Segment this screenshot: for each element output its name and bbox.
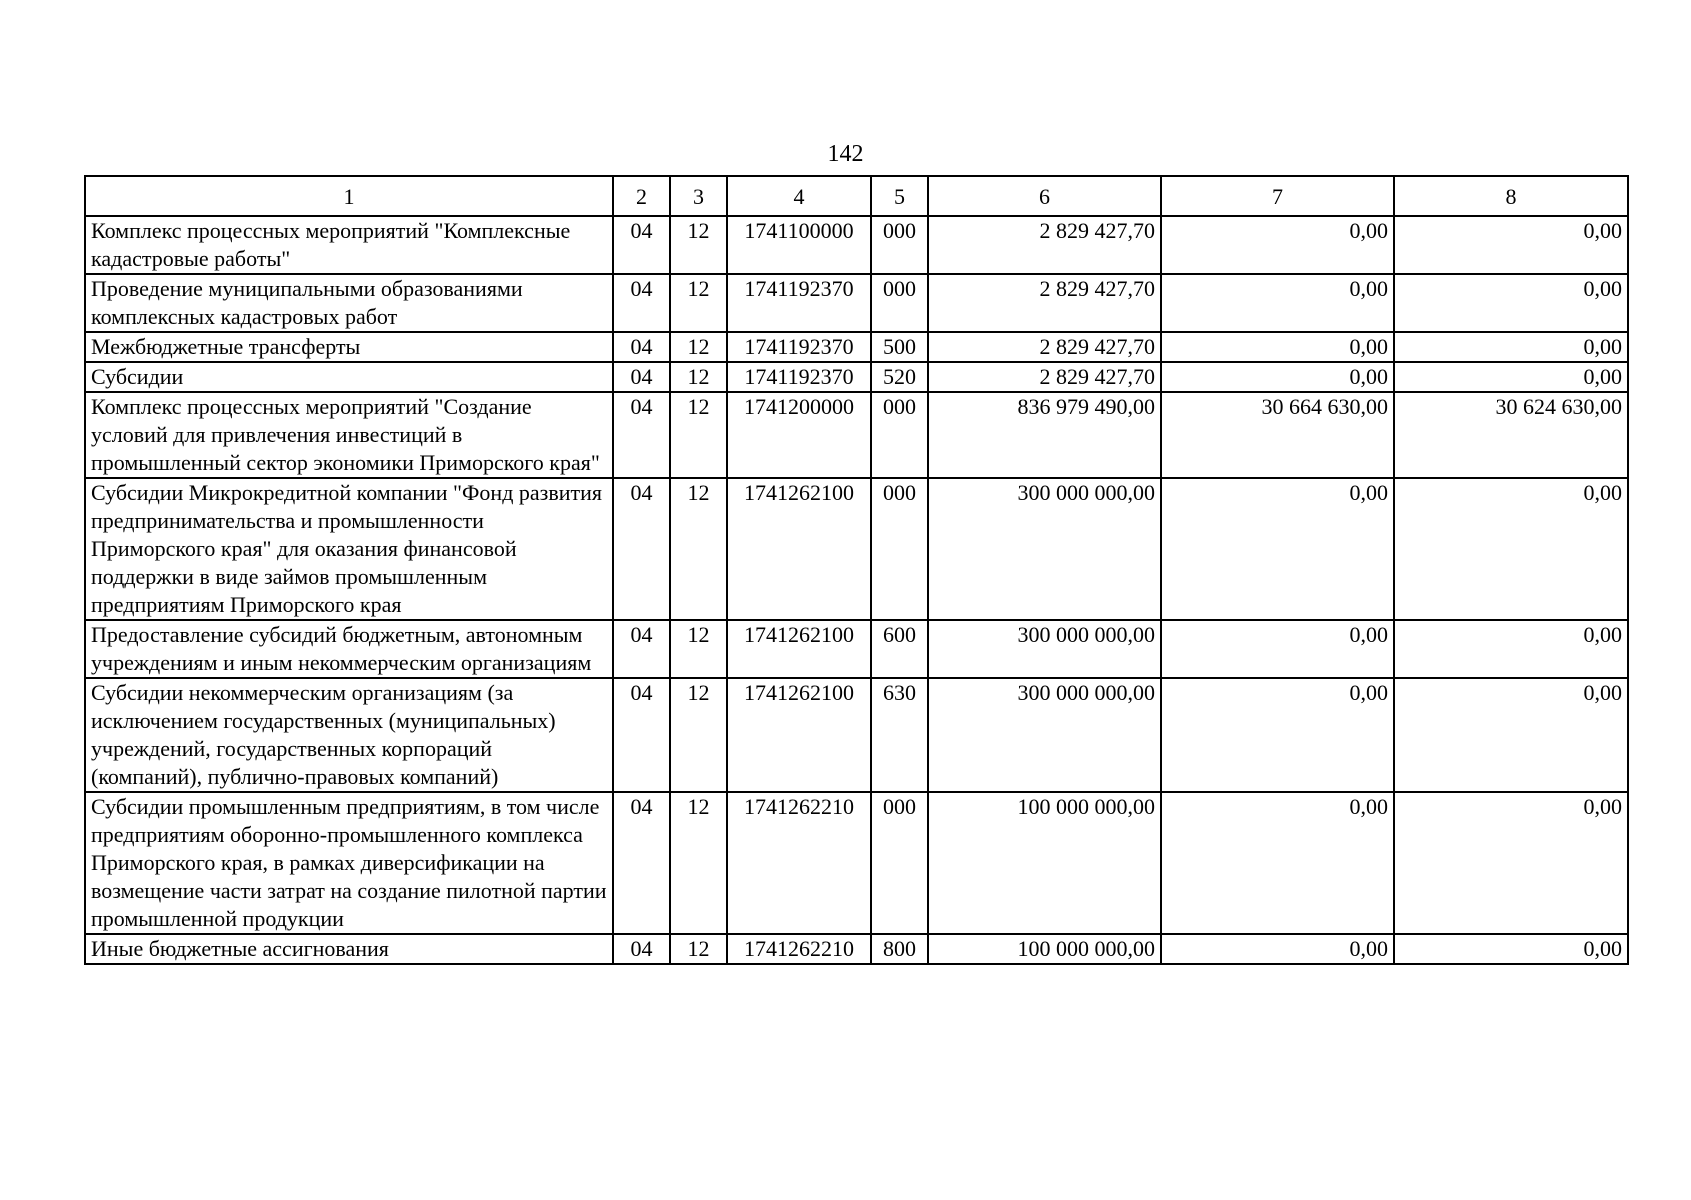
amount-col8: 0,00 xyxy=(1394,934,1628,964)
row-name: Предоставление субсидий бюджетным, автономным учреждениям и иным некоммерческим организациям xyxy=(85,620,613,678)
row-name: Субсидии xyxy=(85,362,613,392)
table-row xyxy=(85,934,1628,964)
column-header: 1 xyxy=(85,176,613,216)
subsection-code: 12 xyxy=(670,332,727,362)
column-header: 8 xyxy=(1394,176,1628,216)
amount-col6: 836 979 490,00 xyxy=(928,392,1161,478)
amount-col6: 2 829 427,70 xyxy=(928,274,1161,332)
table-row xyxy=(85,274,1628,332)
row-name: Субсидии некоммерческим организациям (за исключением государственных (муниципальных) учреждений, государственных корпораций (компаний), публично-правовых компаний) xyxy=(85,678,613,792)
target-article-code: 1741262100 xyxy=(727,478,871,620)
page-number: 142 xyxy=(827,141,864,167)
amount-col6: 100 000 000,00 xyxy=(928,792,1161,934)
target-article-code: 1741192370 xyxy=(727,362,871,392)
amount-col8: 0,00 xyxy=(1394,216,1628,274)
row-name: Иные бюджетные ассигнования xyxy=(85,934,613,964)
amount-col7: 0,00 xyxy=(1161,620,1394,678)
section-code: 04 xyxy=(613,362,670,392)
target-article-code: 1741262210 xyxy=(727,792,871,934)
subsection-code: 12 xyxy=(670,478,727,620)
section-code: 04 xyxy=(613,392,670,478)
table-row xyxy=(85,392,1628,478)
amount-col7: 0,00 xyxy=(1161,792,1394,934)
expense-type-code: 600 xyxy=(871,620,928,678)
table-row xyxy=(85,216,1628,274)
column-header: 7 xyxy=(1161,176,1394,216)
row-name: Комплекс процессных мероприятий "Создание условий для привлечения инвестиций в промышленный сектор экономики Приморского края" xyxy=(85,392,613,478)
target-article-code: 1741192370 xyxy=(727,332,871,362)
target-article-code: 1741262210 xyxy=(727,934,871,964)
amount-col6: 300 000 000,00 xyxy=(928,620,1161,678)
amount-col6: 300 000 000,00 xyxy=(928,678,1161,792)
amount-col7: 0,00 xyxy=(1161,332,1394,362)
amount-col8: 0,00 xyxy=(1394,274,1628,332)
column-header: 4 xyxy=(727,176,871,216)
subsection-code: 12 xyxy=(670,392,727,478)
amount-col7: 0,00 xyxy=(1161,216,1394,274)
amount-col7: 30 664 630,00 xyxy=(1161,392,1394,478)
table-row xyxy=(85,620,1628,678)
amount-col7: 0,00 xyxy=(1161,934,1394,964)
amount-col8: 0,00 xyxy=(1394,792,1628,934)
amount-col6: 100 000 000,00 xyxy=(928,934,1161,964)
subsection-code: 12 xyxy=(670,216,727,274)
expense-type-code: 000 xyxy=(871,392,928,478)
target-article-code: 1741262100 xyxy=(727,620,871,678)
expense-type-code: 630 xyxy=(871,678,928,792)
section-code: 04 xyxy=(613,934,670,964)
expense-type-code: 000 xyxy=(871,792,928,934)
row-name: Субсидии Микрокредитной компании "Фонд развития предпринимательства и промышленности Приморского края" для оказания финансовой поддержки в виде займов промышленным предприятиям Приморского края xyxy=(85,478,613,620)
amount-col8: 0,00 xyxy=(1394,620,1628,678)
expense-type-code: 800 xyxy=(871,934,928,964)
section-code: 04 xyxy=(613,620,670,678)
expense-type-code: 000 xyxy=(871,478,928,620)
subsection-code: 12 xyxy=(670,934,727,964)
amount-col7: 0,00 xyxy=(1161,362,1394,392)
subsection-code: 12 xyxy=(670,274,727,332)
target-article-code: 1741192370 xyxy=(727,274,871,332)
section-code: 04 xyxy=(613,216,670,274)
section-code: 04 xyxy=(613,274,670,332)
section-code: 04 xyxy=(613,332,670,362)
subsection-code: 12 xyxy=(670,620,727,678)
table-row xyxy=(85,678,1628,792)
target-article-code: 1741262100 xyxy=(727,678,871,792)
expense-type-code: 000 xyxy=(871,216,928,274)
row-name: Межбюджетные трансферты xyxy=(85,332,613,362)
row-name: Проведение муниципальными образованиями комплексных кадастровых работ xyxy=(85,274,613,332)
column-header: 2 xyxy=(613,176,670,216)
column-header: 5 xyxy=(871,176,928,216)
amount-col6: 2 829 427,70 xyxy=(928,332,1161,362)
target-article-code: 1741100000 xyxy=(727,216,871,274)
row-name: Комплекс процессных мероприятий "Комплексные кадастровые работы" xyxy=(85,216,613,274)
target-article-code: 1741200000 xyxy=(727,392,871,478)
budget-table xyxy=(84,175,1629,965)
amount-col7: 0,00 xyxy=(1161,274,1394,332)
amount-col8: 0,00 xyxy=(1394,678,1628,792)
amount-col8: 0,00 xyxy=(1394,478,1628,620)
row-name: Субсидии промышленным предприятиям, в том числе предприятиям оборонно-промышленного комплекса Приморского края, в рамках диверсификации на возмещение части затрат на создание пилотной партии промышленной продукции xyxy=(85,792,613,934)
section-code: 04 xyxy=(613,792,670,934)
subsection-code: 12 xyxy=(670,792,727,934)
expense-type-code: 520 xyxy=(871,362,928,392)
table-row xyxy=(85,362,1628,392)
expense-type-code: 500 xyxy=(871,332,928,362)
amount-col7: 0,00 xyxy=(1161,678,1394,792)
table-row xyxy=(85,332,1628,362)
amount-col6: 2 829 427,70 xyxy=(928,216,1161,274)
section-code: 04 xyxy=(613,678,670,792)
amount-col8: 0,00 xyxy=(1394,362,1628,392)
section-code: 04 xyxy=(613,478,670,620)
amount-col6: 2 829 427,70 xyxy=(928,362,1161,392)
amount-col8: 30 624 630,00 xyxy=(1394,392,1628,478)
column-header: 3 xyxy=(670,176,727,216)
subsection-code: 12 xyxy=(670,362,727,392)
amount-col6: 300 000 000,00 xyxy=(928,478,1161,620)
expense-type-code: 000 xyxy=(871,274,928,332)
column-header: 6 xyxy=(928,176,1161,216)
table-row xyxy=(85,478,1628,620)
amount-col7: 0,00 xyxy=(1161,478,1394,620)
table-row xyxy=(85,792,1628,934)
subsection-code: 12 xyxy=(670,678,727,792)
header-row xyxy=(85,176,1628,216)
amount-col8: 0,00 xyxy=(1394,332,1628,362)
